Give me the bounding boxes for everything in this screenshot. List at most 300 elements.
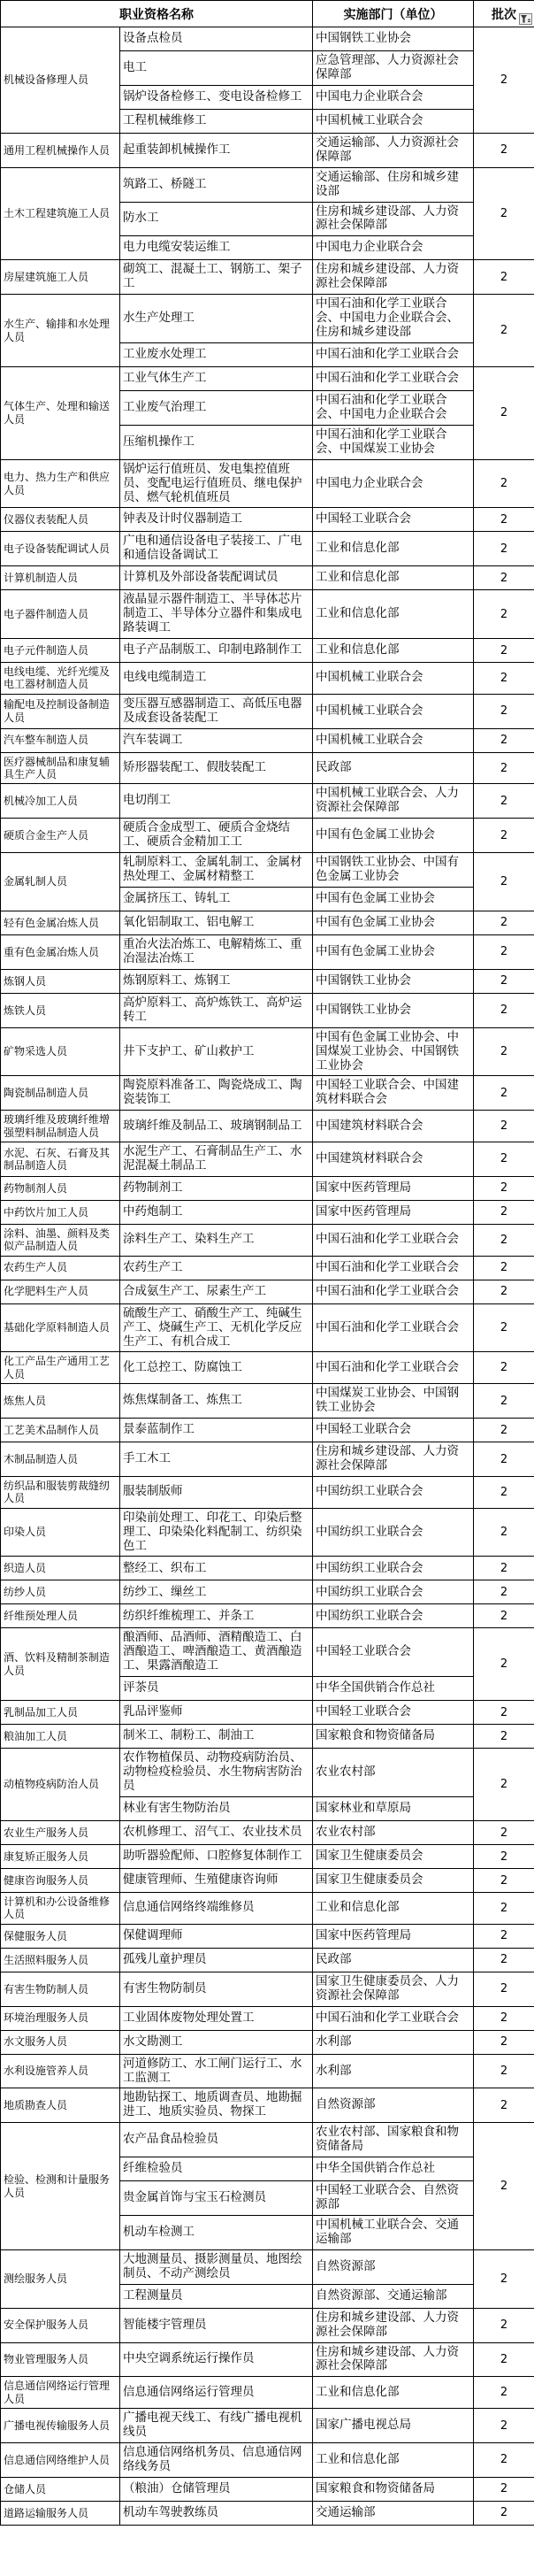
occupation-cell: 硬质合金成型工、硬质合金烧结工、硬质合金精加工工 [120, 819, 313, 853]
category-cell: 涂料、油墨、颜料及类似产品制造人员 [1, 1224, 120, 1256]
occupation-cell: 工业废气治理工 [120, 390, 313, 425]
occupation-cell: 电切削工 [120, 784, 313, 819]
category-cell: 纺织品和服装剪裁缝纫人员 [1, 1476, 120, 1508]
occupation-cell: 景泰蓝制作工 [120, 1419, 313, 1442]
table-row [1, 1442, 534, 1477]
occupation-cell: 河道修防工、水工闸门运行工、水工监测工 [120, 2054, 313, 2088]
department-cell: 工业和信息化部 [313, 590, 474, 639]
batch-cell: 2 [474, 1256, 534, 1280]
occupation-cell: 汽车装调工 [120, 728, 313, 752]
table-body [1, 27, 534, 2526]
category-cell: 乳制品加工人员 [1, 1701, 120, 1725]
occupation-cell: 印染前处理工、印花工、印染后整理工、印染染化料配制工、纺织染色工 [120, 1508, 313, 1557]
batch-cell: 2 [474, 1476, 534, 1508]
category-cell: 农业生产服务人员 [1, 1821, 120, 1845]
header-batch-label: 批次 [492, 7, 516, 22]
department-cell: 工业和信息化部 [313, 532, 474, 566]
category-cell: 信息通信网络运行管理人员 [1, 2377, 120, 2409]
department-cell: 民政部 [313, 752, 474, 784]
department-cell: 中国机械工业联合会、交通运输部 [313, 2216, 474, 2250]
department-cell: 国家卫生健康委员会、人力资源社会保障部 [313, 1972, 474, 2006]
department-cell: 自然资源部 [313, 2249, 474, 2284]
batch-cell: 2 [474, 1725, 534, 1749]
category-cell: 通用工程机械操作人员 [1, 133, 120, 167]
batch-cell: 2 [474, 934, 534, 969]
department-cell: 中国纺织工业联合会 [313, 1604, 474, 1628]
table-row [1, 1508, 534, 1557]
batch-cell: 2 [474, 1280, 534, 1303]
occupation-cell: 玻璃纤维及制品工、玻璃钢制品工 [120, 1111, 313, 1142]
department-cell: 中国石油和化学工业联合会 [313, 1280, 474, 1303]
category-cell: 气体生产、处理和输送人员 [1, 366, 120, 459]
table-row [1, 260, 534, 295]
department-cell: 水利部 [313, 2054, 474, 2088]
occupation-cell: 纺纱工、缫丝工 [120, 1580, 313, 1604]
occupation-cell: 化工总控工、防腐蚀工 [120, 1352, 313, 1384]
occupation-cell: 服装制版师 [120, 1476, 313, 1508]
table-row [1, 2249, 534, 2284]
batch-cell: 2 [474, 1749, 534, 1821]
table-row [1, 1352, 534, 1384]
category-cell: 土木工程建筑施工人员 [1, 167, 120, 260]
batch-cell: 2 [474, 911, 534, 934]
department-cell: 中国电力企业联合会 [313, 459, 474, 508]
batch-cell: 2 [474, 1076, 534, 1111]
department-cell: 中国钢铁工业协会 [313, 993, 474, 1027]
table-row [1, 2377, 534, 2409]
category-cell: 健康咨询服务人员 [1, 1869, 120, 1893]
batch-cell: 2 [474, 1352, 534, 1384]
table-row [1, 1384, 534, 1419]
table-row [1, 1076, 534, 1111]
occupation-cell: 手工木工 [120, 1442, 313, 1477]
table-row [1, 911, 534, 934]
occupation-cell: 工程测量员 [120, 2284, 313, 2308]
category-cell: 金属轧制人员 [1, 853, 120, 911]
batch-cell: 2 [474, 1303, 534, 1352]
table-row [1, 1280, 534, 1303]
department-cell: 中国纺织工业联合会 [313, 1476, 474, 1508]
category-cell: 炼铁人员 [1, 993, 120, 1027]
category-cell: 电子元件制造人员 [1, 639, 120, 663]
department-cell: 国家卫生健康委员会 [313, 1869, 474, 1893]
occupation-cell: 金属挤压工、铸轧工 [120, 887, 313, 911]
department-cell: 中国机械工业联合会 [313, 694, 474, 728]
category-cell: 基础化学原料制造人员 [1, 1303, 120, 1352]
department-cell: 中国纺织工业联合会 [313, 1580, 474, 1604]
category-cell: 地质勘查人员 [1, 2088, 120, 2123]
occupation-cell: 机动车驾驶教练员 [120, 2501, 313, 2525]
category-cell: 医疗器械制品和康复辅具生产人员 [1, 752, 120, 784]
department-cell: 中国轻工业联合会 [313, 508, 474, 532]
category-cell: 矿物采选人员 [1, 1027, 120, 1076]
table-row [1, 2409, 534, 2443]
table-row [1, 167, 534, 202]
occupation-cell: 中央空调系统运行操作员 [120, 2342, 313, 2377]
department-cell: 住房和城乡建设部、人力资源社会保障部 [313, 202, 474, 236]
occupation-cell: 大地测量员、摄影测量员、地图绘制员、不动产测绘员 [120, 2249, 313, 2284]
table-row [1, 1821, 534, 1845]
occupation-cell: 纺织纤维梳理工、并条工 [120, 1604, 313, 1628]
batch-cell: 2 [474, 2249, 534, 2308]
category-cell: 生活照料服务人员 [1, 1948, 120, 1972]
batch-cell: 2 [474, 1948, 534, 1972]
category-cell: 硬质合金生产人员 [1, 819, 120, 853]
category-cell: 有害生物防制人员 [1, 1972, 120, 2006]
occupation-cell: 涂料生产工、染料生产工 [120, 1224, 313, 1256]
department-cell: 中国机械工业联合会 [313, 109, 474, 133]
category-cell: 水生产、输排和水处理人员 [1, 295, 120, 367]
department-cell: 交通运输部、住房和城乡建设部 [313, 167, 474, 202]
batch-cell: 2 [474, 590, 534, 639]
table-row [1, 1604, 534, 1628]
occupation-cell: 农作物植保员、动物疫病防治员、动物检疫检验员、水生物病害防治员 [120, 1749, 313, 1797]
department-cell: 中国轻工业联合会 [313, 1628, 474, 1677]
table-row [1, 2342, 534, 2377]
department-cell: 中国石油和化学工业联合会、中国煤炭工业协会 [313, 425, 474, 459]
occupation-cell: 林业有害生物防治员 [120, 1797, 313, 1821]
department-cell: 中国有色金属工业协会 [313, 819, 474, 853]
batch-cell: 2 [474, 2123, 534, 2250]
occupation-cell: 工业废水处理工 [120, 342, 313, 366]
department-cell: 应急管理部、人力资源社会保障部 [313, 51, 474, 86]
department-cell: 交通运输部、人力资源社会保障部 [313, 133, 474, 167]
batch-cell: 2 [474, 459, 534, 508]
category-cell: 仪器仪表装配人员 [1, 508, 120, 532]
batch-cell: 2 [474, 1224, 534, 1256]
occupation-cell: 高炉原料工、高炉炼铁工、高炉运转工 [120, 993, 313, 1027]
category-cell: 印染人员 [1, 1508, 120, 1557]
department-cell: 国家中医药管理局 [313, 1176, 474, 1200]
table-row [1, 639, 534, 663]
department-cell: 中国建筑材料联合会 [313, 1111, 474, 1142]
category-cell: 织造人员 [1, 1557, 120, 1580]
department-cell: 中国钢铁工业协会 [313, 969, 474, 993]
department-cell: 中国钢铁工业协会、中国有色金属工业协会 [313, 853, 474, 888]
department-cell: 中国有色金属工业协会 [313, 911, 474, 934]
batch-cell: 2 [474, 1508, 534, 1557]
autofilter-icon[interactable] [519, 13, 532, 25]
batch-cell: 2 [474, 1111, 534, 1142]
department-cell: 工业和信息化部 [313, 566, 474, 590]
department-cell: 住房和城乡建设部、人力资源社会保障部 [313, 260, 474, 295]
batch-cell: 2 [474, 2443, 534, 2478]
occupation-cell: 信息通信网络终端维修员 [120, 1893, 313, 1925]
occupation-cell: 合成氨生产工、尿素生产工 [120, 1280, 313, 1303]
department-cell: 中国石油和化学工业联合会 [313, 1303, 474, 1352]
batch-cell: 2 [474, 1027, 534, 1076]
department-cell: 中国轻工业联合会、自然资源部 [313, 2181, 474, 2216]
batch-cell: 2 [474, 639, 534, 663]
batch-cell: 2 [474, 1893, 534, 1925]
occupation-cell: 助听器验配师、口腔修复体制作工 [120, 1845, 313, 1869]
table-row [1, 784, 534, 819]
category-cell: 电线电缆、光纤光缆及电工器材制造人员 [1, 663, 120, 695]
batch-cell: 2 [474, 532, 534, 566]
category-cell: 物业管理服务人员 [1, 2342, 120, 2377]
category-cell: 电子设备装配调试人员 [1, 532, 120, 566]
table-row [1, 1893, 534, 1925]
occupation-cell: 电力电缆安装运维工 [120, 236, 313, 260]
category-cell: 木制品制造人员 [1, 1442, 120, 1477]
category-cell: 药物制剂人员 [1, 1176, 120, 1200]
batch-cell: 2 [474, 566, 534, 590]
batch-cell: 2 [474, 784, 534, 819]
department-cell: 中国石油和化学工业联合会 [313, 2006, 474, 2030]
department-cell: 工业和信息化部 [313, 639, 474, 663]
batch-cell: 2 [474, 1419, 534, 1442]
department-cell: 自然资源部、交通运输部 [313, 2284, 474, 2308]
category-cell: 农药生产人员 [1, 1256, 120, 1280]
occupation-cell: 氧化铝制取工、铝电解工 [120, 911, 313, 934]
occupation-cell: 井下支护工、矿山救护工 [120, 1027, 313, 1076]
occupation-cell: 评茶员 [120, 1677, 313, 1701]
occupation-cell: 筑路工、桥隧工 [120, 167, 313, 202]
occupation-cell: 陶瓷原料准备工、陶瓷烧成工、陶瓷装饰工 [120, 1076, 313, 1111]
occupation-cell: 信息通信网络机务员、信息通信网络线务员 [120, 2443, 313, 2478]
category-cell: 信息通信网络维护人员 [1, 2443, 120, 2478]
occupation-cell: 工程机械维修工 [120, 109, 313, 133]
table-row [1, 295, 534, 343]
occupation-cell: 钟表及计时仪器制造工 [120, 508, 313, 532]
department-cell: 国家林业和草原局 [313, 1797, 474, 1821]
category-cell: 炼焦人员 [1, 1384, 120, 1419]
header-row [1, 1, 534, 27]
department-cell: 中国石油和化学工业联合会、中国电力企业联合会 [313, 390, 474, 425]
table-row [1, 1628, 534, 1677]
batch-cell: 2 [474, 295, 534, 367]
occupation-cell: 药物制剂工 [120, 1176, 313, 1200]
occupation-cell: （粮油）仓储管理员 [120, 2477, 313, 2501]
occupation-cell: 工业固体废物处理处置工 [120, 2006, 313, 2030]
table-row [1, 1176, 534, 1200]
occupation-cell: 制米工、制粉工、制油工 [120, 1725, 313, 1749]
header-batch [474, 1, 534, 27]
occupation-cell: 锅炉设备检修工、变电设备检修工 [120, 85, 313, 109]
department-cell: 中国有色金属工业协会 [313, 887, 474, 911]
department-cell: 国家中医药管理局 [313, 1200, 474, 1224]
occupation-cell: 中药炮制工 [120, 1200, 313, 1224]
category-cell: 广播电视传输服务人员 [1, 2409, 120, 2443]
department-cell: 中国石油和化学工业联合会 [313, 366, 474, 390]
batch-cell: 2 [474, 1628, 534, 1701]
department-cell: 住房和城乡建设部、人力资源社会保障部 [313, 2342, 474, 2377]
department-cell: 中国石油和化学工业联合会 [313, 342, 474, 366]
department-cell: 农业农村部、国家粮食和物资储备局 [313, 2123, 474, 2157]
table-row [1, 1224, 534, 1256]
occupation-cell: 水文勘测工 [120, 2030, 313, 2054]
occupation-cell: 水生产处理工 [120, 295, 313, 343]
department-cell: 工业和信息化部 [313, 2443, 474, 2478]
category-cell: 水利设施管养人员 [1, 2054, 120, 2088]
occupation-cell: 计算机及外部设备装配调试员 [120, 566, 313, 590]
batch-cell: 2 [474, 752, 534, 784]
department-cell: 中国轻工业联合会 [313, 1701, 474, 1725]
department-cell: 中国建筑材料联合会 [313, 1142, 474, 1177]
batch-cell: 2 [474, 1142, 534, 1177]
occupation-cell: 广播电视天线工、有线广播电视机线员 [120, 2409, 313, 2443]
table-row [1, 1580, 534, 1604]
department-cell: 中国机械工业联合会 [313, 663, 474, 695]
category-cell: 水文服务人员 [1, 2030, 120, 2054]
batch-cell: 2 [474, 1557, 534, 1580]
occupation-cell: 纤维检验员 [120, 2157, 313, 2181]
table-row [1, 1476, 534, 1508]
table-row [1, 1142, 534, 1177]
department-cell: 中国轻工业联合会 [313, 1419, 474, 1442]
batch-cell: 2 [474, 969, 534, 993]
occupation-cell: 电线电缆制造工 [120, 663, 313, 695]
department-cell: 民政部 [313, 1948, 474, 1972]
occupation-cell: 乳品评鉴师 [120, 1701, 313, 1725]
occupation-cell: 电子产品制版工、印制电路制作工 [120, 639, 313, 663]
category-cell: 测绘服务人员 [1, 2249, 120, 2308]
department-cell: 国家粮食和物资储备局 [313, 2477, 474, 2501]
batch-cell: 2 [474, 1845, 534, 1869]
table-row [1, 1701, 534, 1725]
occupation-cell: 酿酒师、品酒师、酒精酿造工、白酒酿造工、啤酒酿造工、黄酒酿造工、果露酒酿造工 [120, 1628, 313, 1677]
occupation-cell: 矫形器装配工、假肢装配工 [120, 752, 313, 784]
occupation-cell: 健康管理师、生殖健康咨询师 [120, 1869, 313, 1893]
occupation-cell: 农产品食品检验员 [120, 2123, 313, 2157]
category-cell: 工艺美术品制作人员 [1, 1419, 120, 1442]
department-cell: 中国电力企业联合会 [313, 85, 474, 109]
batch-cell: 2 [474, 2030, 534, 2054]
department-cell: 中国石油和化学工业联合会 [313, 1352, 474, 1384]
category-cell: 道路运输服务人员 [1, 2501, 120, 2525]
department-cell: 住房和城乡建设部、人力资源社会保障部 [313, 2308, 474, 2342]
table-row [1, 728, 534, 752]
occupation-cell: 广电和通信设备电子装接工、广电和通信设备调试工 [120, 532, 313, 566]
table-row [1, 1869, 534, 1893]
occupation-cell: 农药生产工 [120, 1256, 313, 1280]
table-row [1, 2501, 534, 2525]
table-row [1, 969, 534, 993]
batch-cell: 2 [474, 2501, 534, 2525]
occupation-cell: 重冶火法冶炼工、电解精炼工、重冶湿法冶炼工 [120, 934, 313, 969]
batch-cell: 2 [474, 1384, 534, 1419]
table-row [1, 1256, 534, 1280]
batch-cell: 2 [474, 1701, 534, 1725]
category-cell: 炼钢人员 [1, 969, 120, 993]
category-cell: 水泥、石灰、石膏及其制品制造人员 [1, 1142, 120, 1177]
occupation-cell: 防水工 [120, 202, 313, 236]
batch-cell: 2 [474, 853, 534, 911]
table-row [1, 853, 534, 888]
department-cell: 国家广播电视总局 [313, 2409, 474, 2443]
occupation-cell: 孤残儿童护理员 [120, 1948, 313, 1972]
table-row [1, 508, 534, 532]
batch-cell: 2 [474, 1442, 534, 1477]
batch-cell: 2 [474, 260, 534, 295]
category-cell: 化工产品生产通用工艺人员 [1, 1352, 120, 1384]
category-cell: 计算机和办公设备维修人员 [1, 1893, 120, 1925]
department-cell: 农业农村部 [313, 1749, 474, 1797]
table-row [1, 1303, 534, 1352]
batch-cell: 2 [474, 2409, 534, 2443]
batch-cell: 2 [474, 366, 534, 459]
department-cell: 中国轻工业联合会、中国建筑材料联合会 [313, 1076, 474, 1111]
category-cell: 陶瓷制品制造人员 [1, 1076, 120, 1111]
table-row [1, 993, 534, 1027]
department-cell: 住房和城乡建设部、人力资源社会保障部 [313, 1442, 474, 1477]
occupation-cell: 信息通信网络运行管理员 [120, 2377, 313, 2409]
table-row [1, 2477, 534, 2501]
department-cell: 国家卫生健康委员会 [313, 1845, 474, 1869]
department-cell: 中国机械工业联合会、人力资源社会保障部 [313, 784, 474, 819]
batch-cell: 2 [474, 2088, 534, 2123]
department-cell: 中国石油和化学工业联合会 [313, 1256, 474, 1280]
batch-cell: 2 [474, 819, 534, 853]
occupation-cell: 贵金属首饰与宝玉石检测员 [120, 2181, 313, 2216]
table-row [1, 1749, 534, 1797]
batch-cell: 2 [474, 2308, 534, 2342]
table-row [1, 934, 534, 969]
table-row [1, 2006, 534, 2030]
table-row [1, 1027, 534, 1076]
batch-cell: 2 [474, 1580, 534, 1604]
batch-cell: 2 [474, 1869, 534, 1893]
department-cell: 工业和信息化部 [313, 1893, 474, 1925]
table-row [1, 819, 534, 853]
department-cell: 国家粮食和物资储备局 [313, 1725, 474, 1749]
department-cell: 水利部 [313, 2030, 474, 2054]
batch-cell: 2 [474, 167, 534, 260]
table-row [1, 366, 534, 390]
table-row [1, 1924, 534, 1948]
department-cell: 中国煤炭工业协会、中国钢铁工业协会 [313, 1384, 474, 1419]
batch-cell: 2 [474, 1821, 534, 1845]
table-row [1, 694, 534, 728]
table-row [1, 1557, 534, 1580]
batch-cell: 2 [474, 27, 534, 134]
category-cell: 计算机制造人员 [1, 566, 120, 590]
batch-cell: 2 [474, 2006, 534, 2030]
occupation-cell: 工业气体生产工 [120, 366, 313, 390]
batch-cell: 2 [474, 2054, 534, 2088]
occupation-cell: 电工 [120, 51, 313, 86]
department-cell: 中国电力企业联合会 [313, 236, 474, 260]
table-row [1, 2308, 534, 2342]
category-cell: 输配电及控制设备制造人员 [1, 694, 120, 728]
table-row [1, 532, 534, 566]
occupation-cell: 轧制原料工、金属轧制工、金属材热处理工、金属材精整工 [120, 853, 313, 888]
batch-cell: 2 [474, 133, 534, 167]
table-row [1, 1200, 534, 1224]
occupation-cell: 水泥生产工、石膏制品生产工、水泥混凝土制品工 [120, 1142, 313, 1177]
table-row [1, 2030, 534, 2054]
category-cell: 轻有色金属冶炼人员 [1, 911, 120, 934]
batch-cell: 2 [474, 2477, 534, 2501]
occupation-cell: 设备点检员 [120, 27, 313, 51]
department-cell: 中华全国供销合作总社 [313, 2157, 474, 2181]
table-row [1, 2123, 534, 2157]
department-cell: 自然资源部 [313, 2088, 474, 2123]
table-row [1, 1419, 534, 1442]
occupation-cell: 起重装卸机械操作工 [120, 133, 313, 167]
category-cell: 玻璃纤维及玻璃纤维增强塑料制品制造人员 [1, 1111, 120, 1142]
batch-cell: 2 [474, 1604, 534, 1628]
batch-cell: 2 [474, 993, 534, 1027]
occupation-cell: 砌筑工、混凝土工、钢筋工、架子工 [120, 260, 313, 295]
category-cell: 机械设备修理人员 [1, 27, 120, 134]
table-row [1, 663, 534, 695]
category-cell: 保健服务人员 [1, 1924, 120, 1948]
table-row [1, 27, 534, 51]
department-cell: 农业农村部 [313, 1821, 474, 1845]
occupation-cell: 液晶显示器件制造工、半导体芯片制造工、半导体分立器件和集成电路装调工 [120, 590, 313, 639]
department-cell: 中国石油和化学工业联合会 [313, 1224, 474, 1256]
